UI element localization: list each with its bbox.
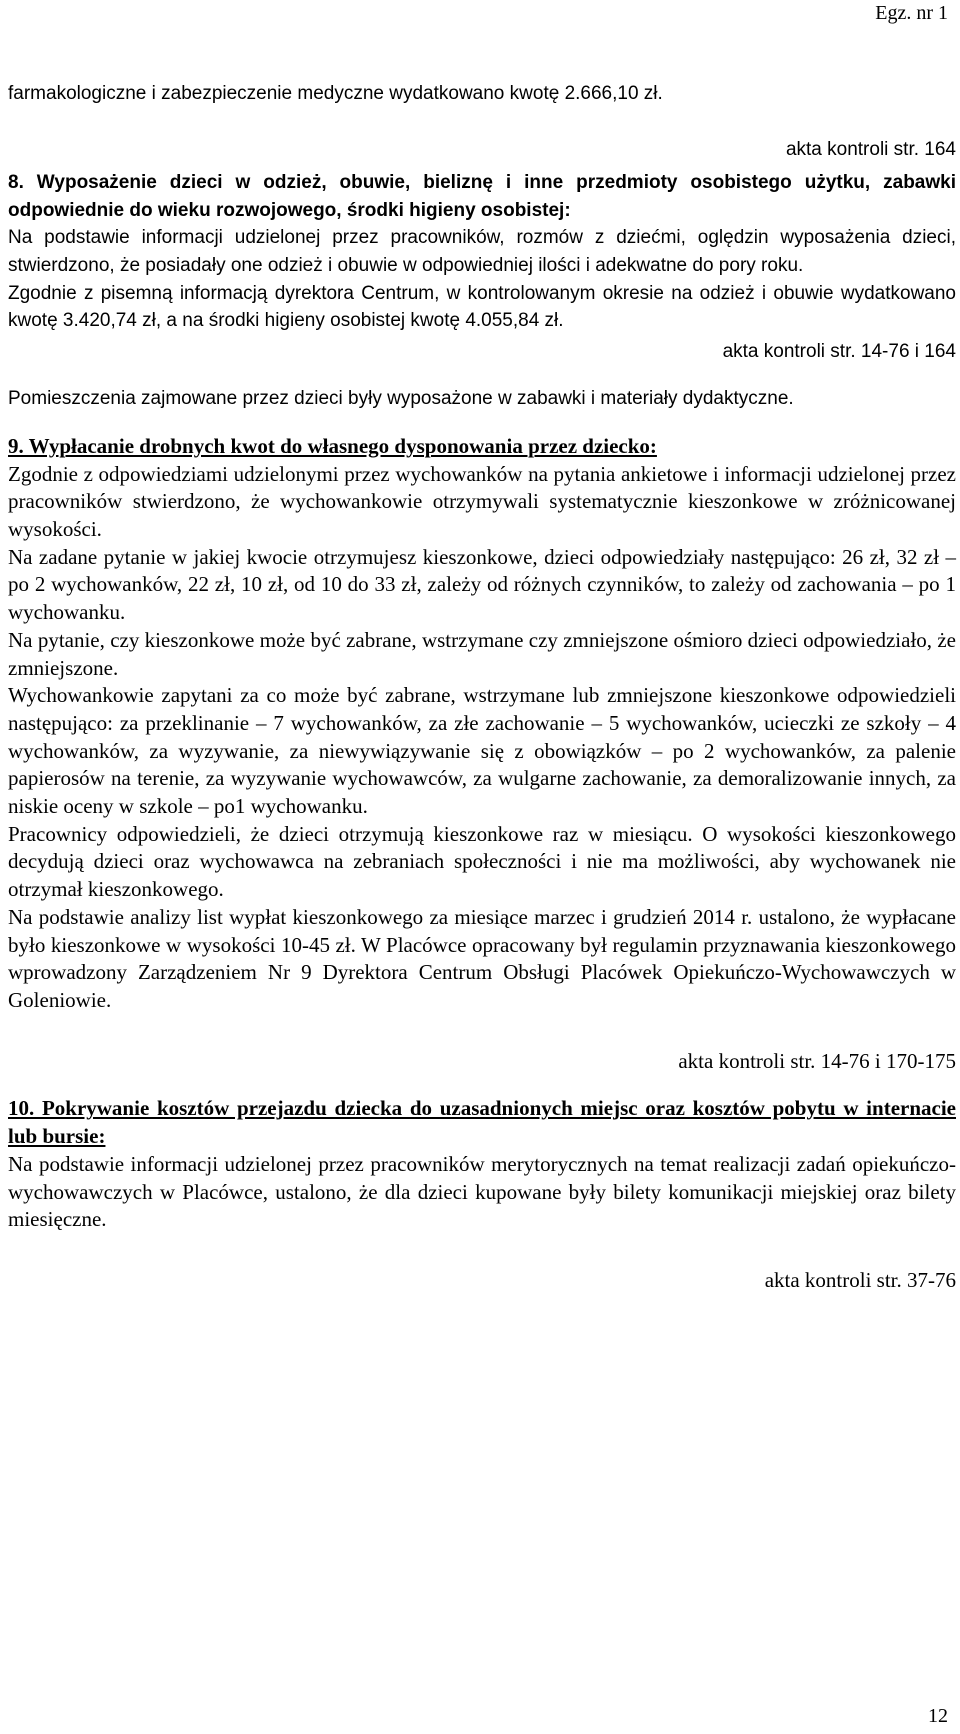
section-9-paragraph-6: Na podstawie analizy list wypłat kieszonkowego za miesiące marzec i grudzień 2014 r. ustalono, że wypłacane było kieszonkowe w wysokości 10-45 zł. W Placówce opracowany był regulamin przyznawania kieszonkowego wprowadzony Zarządzeniem Nr 9 Dyrektora Centrum Obsługi Placówek Opiekuńczo-Wychowawczych w Goleniowie. xyxy=(8,904,956,1012)
section-9-paragraph-5: Pracownicy odpowiedzieli, że dzieci otrzymują kieszonkowe raz w miesiącu. O wysokości kieszonkowego decydują dzieci oraz wychowawca na zebraniach społeczności i nie ma możliwości, aby wychowanek nie otrzymał kieszonkowego. xyxy=(8,821,956,902)
section-9-heading: 9. Wypłacanie drobnych kwot do własnego dysponowania przez dziecko: xyxy=(8,433,657,458)
reference-37-76: akta kontroli str. 37-76 xyxy=(764,1267,956,1292)
section-10-heading-line xyxy=(8,1095,956,1150)
page-number: 12 xyxy=(928,1705,948,1727)
section-8-paragraph-2: Zgodnie z pisemną informacją dyrektora Centrum, w kontrolowanym okresie na odzież i obuwie wydatkowano kwotę 3.420,74 zł, a na środki higieny osobistej kwotę 4.055,84 zł. xyxy=(8,282,956,332)
reference-164: akta kontroli str. 164 xyxy=(785,138,956,160)
section-8-heading: 8. Wyposażenie dzieci w odzież, obuwie, bieliznę i inne przedmioty osobistego użytku, zabawki odpowiednie do wieku rozwojowego, środki higieny osobistej: xyxy=(8,172,956,221)
section-8-paragraph-3: Pomieszczenia zajmowane przez dzieci były wyposażone w zabawki i materiały dydaktyczne. xyxy=(8,388,794,410)
copy-number-label: Egz. nr 1 xyxy=(875,2,948,24)
section-9-paragraph-1: Zgodnie z odpowiedziami udzielonymi przez wychowanków na pytania ankietowe i informacji udzielonej przez pracowników stwierdzono, że wychowankowie otrzymywali systematycznie kieszonkowe w zróżnicowanej wysokości. xyxy=(8,461,956,542)
section-8-paragraph-1: Na podstawie informacji udzielonej przez pracowników, rozmów z dziećmi, oględzin wyposażenia dzieci, stwierdzono, że posiadały one odzież i obuwie w odpowiedniej ilości i adekwatne do pory roku. xyxy=(8,227,956,276)
reference-14-76-164: akta kontroli str. 14-76 i 164 xyxy=(722,340,956,362)
intro-paragraph: farmakologiczne i zabezpieczenie medyczne wydatkowano kwotę 2.666,10 zł. xyxy=(8,83,663,104)
document-body xyxy=(8,80,956,1295)
section-10-paragraph-1: Na podstawie informacji udzielonej przez pracowników merytorycznych na temat realizacji zadań opiekuńczo-wychowawczych w Placówce, ustalono, że dla dzieci kupowane były bilety komunikacji miejskiej oraz bilety miesięczne. xyxy=(8,1151,956,1232)
section-9-heading-line xyxy=(8,433,956,461)
section-9-paragraph-2: Na zadane pytanie w jakiej kwocie otrzymujesz kieszonkowe, dzieci odpowiedziały następująco: 26 zł, 32 zł – po 2 wychowanków, 22 zł, 10 zł, od 10 do 33 zł, zależy od różnych czynników, to zależy od zachowania – po 1 wychowanku. xyxy=(8,544,956,625)
reference-14-76-170-175: akta kontroli str. 14-76 i 170-175 xyxy=(678,1048,956,1073)
section-9-paragraph-4: Wychowankowie zapytani za co może być zabrane, wstrzymane lub zmniejszone kieszonkowe odpowiedzieli następująco: za przeklinanie – 7 wychowanków, za złe zachowanie – 5 wychowanków, ucieczki ze szkoły – 4 wychowanków, za wyzywanie, za niewywiązywanie się z obowiązków – po 2 wychowanków, za palenie papierosów na terenie, za wyzywanie wychowawców, za wulgarne zachowanie, za demoralizowanie innych, za niskie oceny w szkole – po1 wychowanku. xyxy=(8,683,956,819)
section-10-heading: 10. Pokrywanie kosztów przejazdu dziecka do uzasadnionych miejsc oraz kosztów pobytu w internacie lub bursie: xyxy=(8,1096,956,1149)
section-9-paragraph-3: Na pytanie, czy kieszonkowe może być zabrane, wstrzymane czy zmniejszone ośmioro dzieci odpowiedziało, że zmniejszone. xyxy=(8,627,956,680)
